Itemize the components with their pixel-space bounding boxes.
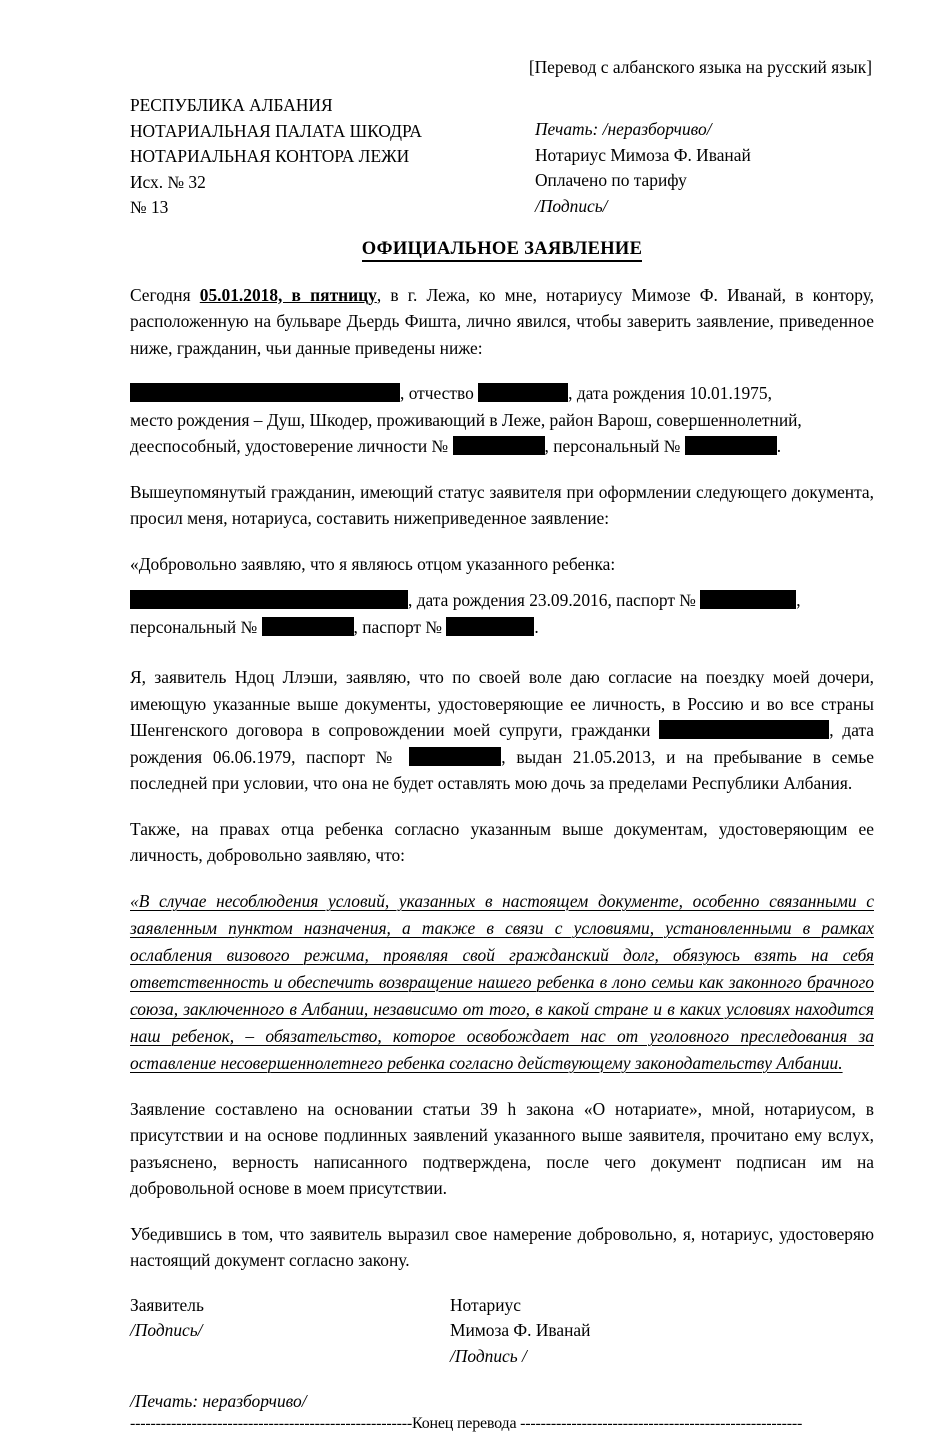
redaction-bar-patronymic [478, 383, 568, 402]
document-header [130, 93, 874, 221]
header-left-column [130, 93, 535, 221]
translation-note: [Перевод с албанского языка на русский язык] [528, 57, 872, 77]
declarant-personal-label: , персональный № [544, 436, 685, 456]
declarant-line-end: . [776, 436, 782, 456]
notary-signature-note: /Подпись/ [535, 195, 608, 216]
applicant-signature-column [130, 1293, 450, 1370]
redaction-bar-spouse-passport [409, 747, 501, 766]
child-line2-end: . [534, 616, 539, 637]
consent-part-3: , выдан 21.05.2013, и на пребывание в семье последней при условии, что она не будет оставлять мою дочь за пределами Республики Албания. [130, 746, 874, 793]
header-left-line: НОТАРИАЛЬНАЯ КОНТОРА ЛЕЖИ [130, 146, 410, 166]
header-left-line: № 13 [130, 197, 169, 217]
statement-date: 05.01.2018, в пятницу [199, 284, 377, 305]
redaction-bar-child-passport [700, 590, 796, 609]
consent-part-1: Я, заявитель Ндоц Ллэши, заявляю, что по своей воле даю согласие на поездку моей дочери, имеющую указанные выше документы, удостоверяющие ее личность, в Россию и во все страны Шенгенского договора в сопровождении моей супруги, гражданки [130, 667, 874, 740]
signature-block [130, 1293, 874, 1370]
undertaking-paragraph: «В случае несоблюдения условий, указанных в настоящем документе, особенно связанными с заявленным пунктом назначения, а также в связи с условиями, установленными в рамках ослабления визового режима, проявляя свой гражданский долг, обязуюсь взять на себя ответственность и обеспечить возвращение нашего ребенка в лоно семьи как законного брачного союза, заключенного в Албании, независимо от того, в какой стране и в каких условиях находится наш ребенок, – обязательство, которое освобождает нас от уголовного преследования за оставление несовершеннолетнего ребенка согласно действующему законодательству Албании. [130, 890, 874, 1073]
redaction-bar-declarant-name [130, 383, 400, 402]
notary-seal-note: Печать: /неразборчиво/ [535, 119, 712, 139]
header-left-line: РЕСПУБЛИКА АЛБАНИЯ [130, 95, 333, 115]
request-paragraph: Вышеупомянутый гражданин, имеющий статус заявителя при оформлении следующего документа, просил меня, нотариуса, составить нижеприведенное заявление: [130, 481, 874, 528]
notary-signature-column [450, 1293, 874, 1370]
declarant-birth-date: , дата рождения 10.01.1975, [568, 383, 772, 403]
applicant-label: Заявитель [130, 1294, 204, 1315]
child-personal-label: персональный № [130, 616, 262, 637]
child-passport-label: , паспорт № [353, 616, 447, 637]
redaction-bar-child-name [130, 590, 408, 609]
header-left-line: НОТАРИАЛЬНАЯ ПАЛАТА ШКОДРА [130, 120, 422, 141]
patronymic-label: , отчество [400, 383, 479, 403]
header-right-column [535, 93, 874, 219]
redaction-bar-child-passport-2 [446, 617, 534, 636]
declarant-birthplace-line: место рождения – Душ, Шкодер, проживающий в Леже, район Варош, совершеннолетний, [130, 409, 802, 430]
child-birth-date-label: , дата рождения 23.09.2016, паспорт № [408, 590, 701, 610]
redaction-bar-spouse-name-2 [737, 720, 829, 739]
fee-paid-note: Оплачено по тарифу [535, 170, 687, 190]
redaction-bar-child-personal-number [262, 617, 354, 636]
notary-label: Нотариус [450, 1294, 521, 1315]
page-title-text: ОФИЦИАЛЬНОЕ ЗАЯВЛЕНИЕ [362, 239, 642, 262]
notary-name: Нотариус Мимоза Ф. Иванай [535, 144, 751, 165]
legal-basis-paragraph: Заявление составлено на основании статьи 39 h закона «О нотариате», мной, нотариусом, в присутствии и на основе подлинных заявлений указанного выше заявителя, прочитано ему вслух, разъяснено, верность написанного подтверждена, после чего документ подписан им на добровольной основе в моем присутствии. [130, 1098, 874, 1198]
declarant-identity-block [130, 380, 874, 460]
redaction-bar-personal-number [685, 436, 777, 455]
end-of-translation-line: -------------------------------------------------------Конец перевода ------------------------------------------------------- [130, 1415, 803, 1432]
redaction-bar-id-number [453, 436, 545, 455]
father-rights-paragraph: Также, на правах отца ребенка согласно указанным выше документам, удостоверяющим ее личность, добровольно заявляю, что: [130, 818, 874, 865]
certification-paragraph: Убедившись в том, что заявитель выразил свое намерение добровольно, я, нотариус, удостоверяю настоящий документ согласно закону. [130, 1223, 874, 1270]
notary-signature: /Подпись / [450, 1345, 527, 1366]
child-line1-end: , [796, 590, 801, 610]
footer-seal-note: /Печать: неразборчиво/ [130, 1391, 307, 1411]
notary-signature-name: Мимоза Ф. Иванай [450, 1320, 591, 1340]
opening-suffix: , в г. Лежа, ко мне, нотариусу Мимозе Ф. Иванай, в контору, расположенную на бульваре Дьердь Фишта, лично явился, чтобы заверить заявление, приведенное ниже, гражданин, чьи данные приведены ниже: [130, 284, 874, 358]
header-left-line: Исх. № 32 [130, 171, 206, 192]
page-title [130, 239, 874, 260]
consent-part-2: , дата рождения 06.06.1979, паспорт № [130, 720, 874, 767]
opening-prefix: Сегодня [130, 284, 200, 305]
redaction-bar-spouse-name-1 [659, 720, 737, 739]
opening-paragraph [130, 282, 874, 362]
declarant-id-label: дееспособный, удостоверение личности № [130, 436, 453, 456]
child-identity-block [130, 587, 874, 640]
voluntary-statement-intro: «Добровольно заявляю, что я являюсь отцом указанного ребенка: [130, 553, 616, 574]
applicant-signature: /Подпись/ [130, 1320, 203, 1340]
travel-consent-paragraph [130, 664, 874, 797]
